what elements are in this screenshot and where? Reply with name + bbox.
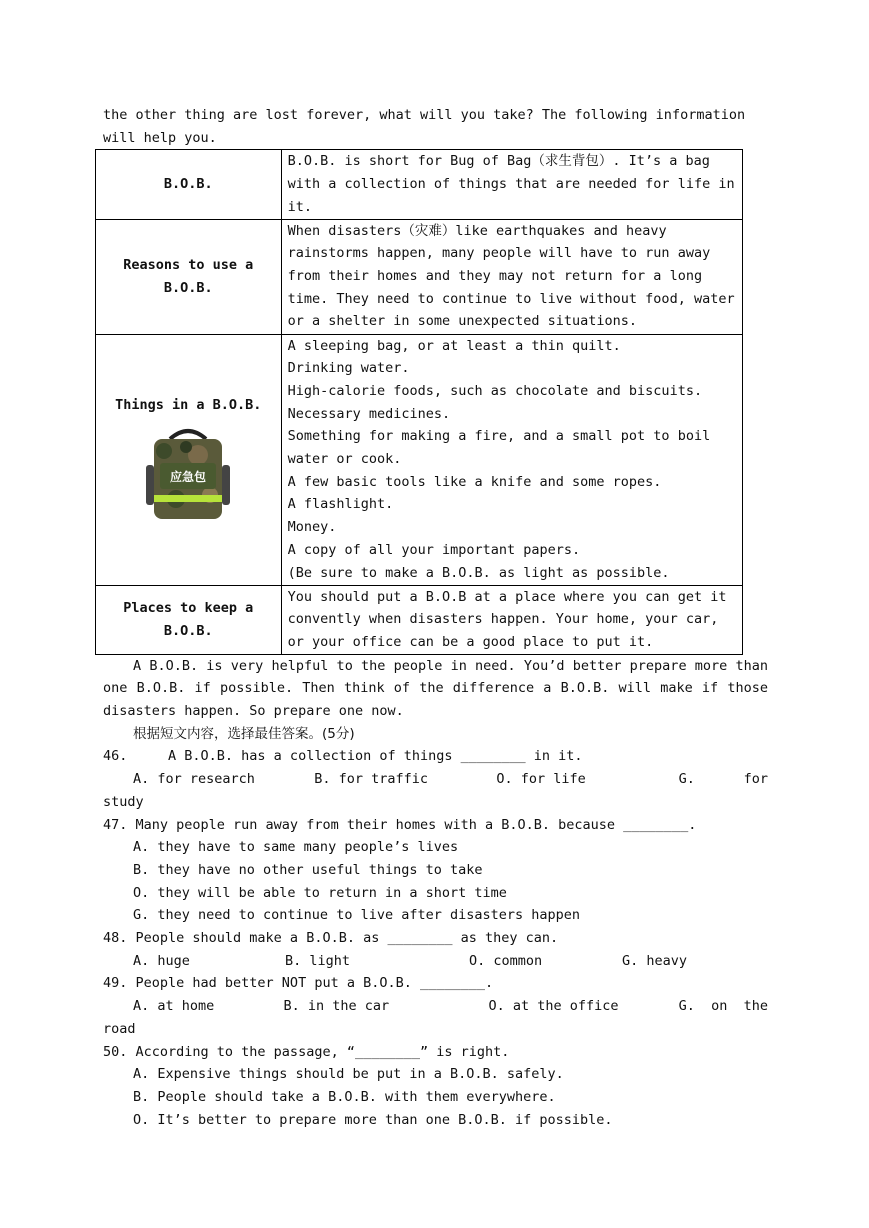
- option-d[interactable]: G. heavy: [622, 952, 688, 969]
- question-stem: 47. Many people run away from their homes with a B.O.B. because ________.: [103, 816, 697, 833]
- row-content: [281, 219, 742, 334]
- content-line: Drinking water.: [287, 360, 410, 377]
- option-wrap: road: [103, 1020, 136, 1037]
- question-49: [103, 972, 768, 1040]
- row-label: Reasons to use a B.O.B.: [96, 219, 282, 334]
- row-label: Places to keep a B.O.B.: [96, 585, 282, 654]
- option-a[interactable]: A. for research: [133, 771, 255, 788]
- content-line: A flashlight.: [287, 496, 394, 513]
- content-line: High-calorie foods, such as chocolate and biscuits.: [287, 382, 703, 399]
- option-b[interactable]: B. in the car: [283, 998, 390, 1015]
- question-stem: 48. People should make a B.O.B. as ________ as they can.: [103, 930, 559, 947]
- emergency-bag-image: [140, 425, 236, 525]
- option-a[interactable]: A. at home: [133, 998, 215, 1015]
- content-line: Necessary medicines.: [287, 405, 451, 422]
- document-page: [103, 104, 768, 1131]
- instruction-text: 根据短文内容，选择最佳答案。(5分): [133, 725, 355, 742]
- content-line: B.O.B. is short for Bug of Bag（求生背包）. It’s a bag with a collection of things that are needed for life in it.: [287, 153, 735, 215]
- content-line: (Be sure to make a B.O.B. as light as possible.: [287, 564, 670, 581]
- table-row: [96, 150, 743, 219]
- option-c[interactable]: O. they will be able to return in a short time: [133, 884, 507, 901]
- option-c[interactable]: O. at the office: [488, 998, 619, 1015]
- content-line: A copy of all your important papers.: [287, 541, 581, 558]
- bag-lettering: 应急包: [170, 469, 207, 484]
- option-a[interactable]: A. Expensive things should be put in a B.O.B. safely.: [133, 1066, 564, 1083]
- options-row: [103, 995, 768, 1018]
- option-d[interactable]: G. they need to continue to live after disasters happen: [133, 907, 581, 924]
- option-d[interactable]: G. on the: [678, 998, 768, 1015]
- content-line: A few basic tools like a knife and some ropes.: [287, 473, 662, 490]
- row-content: [281, 585, 742, 654]
- closing-paragraph: A B.O.B. is very helpful to the people in need. You’d better prepare more than one B.O.B. if possible. Then think of the difference a B.O.B. will make if those disasters happen. So prepare one now.: [103, 657, 768, 720]
- table-row: [96, 219, 743, 334]
- option-c[interactable]: O. for life: [496, 771, 586, 788]
- question-50: [103, 1041, 768, 1132]
- row-content: [281, 334, 742, 585]
- question-47: [103, 814, 768, 928]
- options-row: [103, 768, 768, 791]
- option-a[interactable]: A. huge: [133, 952, 190, 969]
- option-c[interactable]: O. It’s better to prepare more than one B.O.B. if possible.: [133, 1111, 613, 1128]
- option-b[interactable]: B. for traffic: [314, 771, 428, 788]
- option-b[interactable]: B. light: [285, 952, 351, 969]
- option-c[interactable]: O. common: [469, 952, 543, 969]
- content-line: A sleeping bag, or at least a thin quilt.: [287, 337, 621, 354]
- option-b[interactable]: B. they have no other useful things to take: [133, 861, 483, 878]
- option-b[interactable]: B. People should take a B.O.B. with them everywhere.: [133, 1088, 556, 1105]
- row-content: [281, 150, 742, 219]
- table-row: [96, 334, 743, 585]
- question-stem: 49. People had better NOT put a B.O.B. ________.: [103, 975, 494, 992]
- content-line: Money.: [287, 519, 337, 536]
- question-stem: 50. According to the passage, “________” is right.: [103, 1043, 510, 1060]
- table-row: [96, 585, 743, 654]
- question-46: [103, 745, 768, 813]
- question-stem: 46. A B.O.B. has a collection of things ________ in it.: [103, 748, 583, 765]
- option-a[interactable]: A. they have to same many people’s lives: [133, 839, 459, 856]
- row-label: [96, 334, 282, 585]
- option-wrap: study: [103, 793, 144, 810]
- bob-info-table: [95, 149, 743, 654]
- content-line: When disasters（灾难）like earthquakes and heavy rainstorms happen, many people will have to run away from their homes and they may not return for a long time. They need to continue to live without food, water or a shelter in some unexpected situations.: [287, 222, 735, 330]
- things-label: Things in a B.O.B.: [115, 397, 262, 414]
- option-d[interactable]: G. for: [678, 771, 768, 788]
- content-line: Something for making a fire, and a small pot to boil water or cook.: [287, 428, 711, 468]
- options-row: [103, 950, 768, 973]
- row-label: B.O.B.: [96, 150, 282, 219]
- intro-text: the other thing are lost forever, what will you take? The following information will help you.: [103, 107, 746, 146]
- content-line: You should put a B.O.B at a place where you can get it convently when disasters happen. Your home, your car, or your office can be a good place to put it.: [287, 588, 727, 650]
- question-48: [103, 927, 768, 972]
